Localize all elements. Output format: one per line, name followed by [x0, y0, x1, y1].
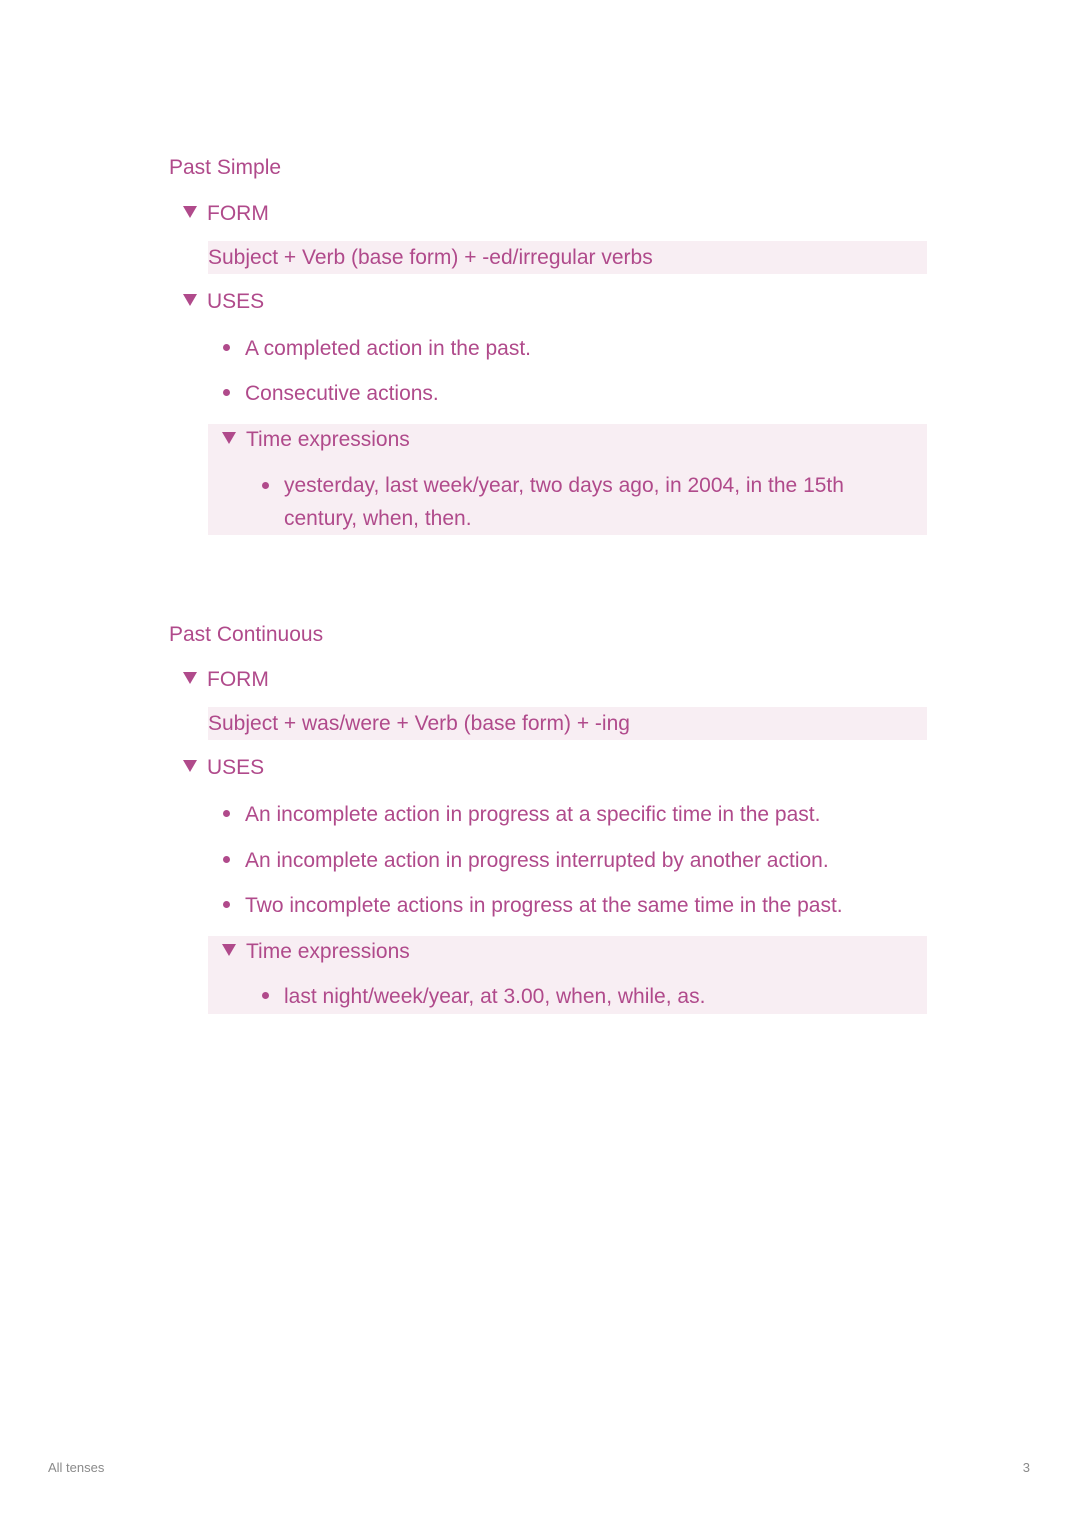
toggle-form-past-simple[interactable]	[183, 201, 269, 227]
list-item-text: An incomplete action in progress interrupted by another action.	[245, 849, 829, 872]
triangle-down-icon	[183, 672, 197, 684]
triangle-down-icon	[183, 206, 197, 218]
formula-past-simple: Subject + Verb (base form) + -ed/irregular verbs	[208, 241, 927, 274]
footer-doc-title: All tenses	[48, 1460, 105, 1475]
triangle-down-icon	[183, 294, 197, 306]
time-expressions-block-past-simple	[208, 424, 927, 535]
bullet-dot-icon	[223, 344, 230, 351]
list-item	[260, 984, 705, 1010]
list-item-text: last night/week/year, at 3.00, when, while, as.	[284, 985, 706, 1008]
bullet-dot-icon	[223, 856, 230, 863]
list-item-text: yesterday, last week/year, two days ago, in 2004, in the 15th century, when, then.	[284, 474, 844, 530]
list-item	[221, 893, 843, 919]
footer-page-number: 3	[1022, 1460, 1030, 1475]
list-item	[221, 381, 439, 407]
list-item	[260, 469, 884, 535]
bullet-dot-icon	[262, 992, 269, 999]
toggle-uses-past-simple[interactable]	[183, 289, 264, 315]
list-item-text: Two incomplete actions in progress at the same time in the past.	[245, 894, 843, 917]
list-item-text: Consecutive actions.	[245, 382, 439, 405]
toggle-form-past-continuous[interactable]	[183, 667, 269, 693]
section-title-past-continuous: Past Continuous	[169, 623, 324, 646]
toggle-time-expressions[interactable]	[222, 427, 410, 453]
form-label: FORM	[207, 202, 269, 225]
triangle-down-icon	[183, 760, 197, 772]
time-expressions-label: Time expressions	[246, 428, 410, 451]
formula-past-continuous: Subject + was/were + Verb (base form) + -ing	[208, 707, 927, 740]
section-title-past-simple: Past Simple	[169, 156, 282, 179]
bullet-dot-icon	[223, 810, 230, 817]
list-item	[221, 336, 531, 362]
list-item-text: A completed action in the past.	[245, 337, 532, 360]
time-expressions-block-past-continuous	[208, 936, 927, 1014]
time-expressions-label: Time expressions	[246, 940, 410, 963]
bullet-dot-icon	[223, 901, 230, 908]
uses-label: USES	[207, 756, 265, 779]
toggle-time-expressions[interactable]	[222, 939, 410, 965]
triangle-down-icon	[222, 432, 236, 444]
form-label: FORM	[207, 668, 269, 691]
list-item	[221, 848, 829, 874]
uses-label: USES	[207, 290, 265, 313]
bullet-dot-icon	[262, 482, 269, 489]
toggle-uses-past-continuous[interactable]	[183, 755, 264, 781]
list-item-text: An incomplete action in progress at a specific time in the past.	[245, 803, 821, 826]
list-item	[221, 802, 820, 828]
triangle-down-icon	[222, 944, 236, 956]
bullet-dot-icon	[223, 389, 230, 396]
